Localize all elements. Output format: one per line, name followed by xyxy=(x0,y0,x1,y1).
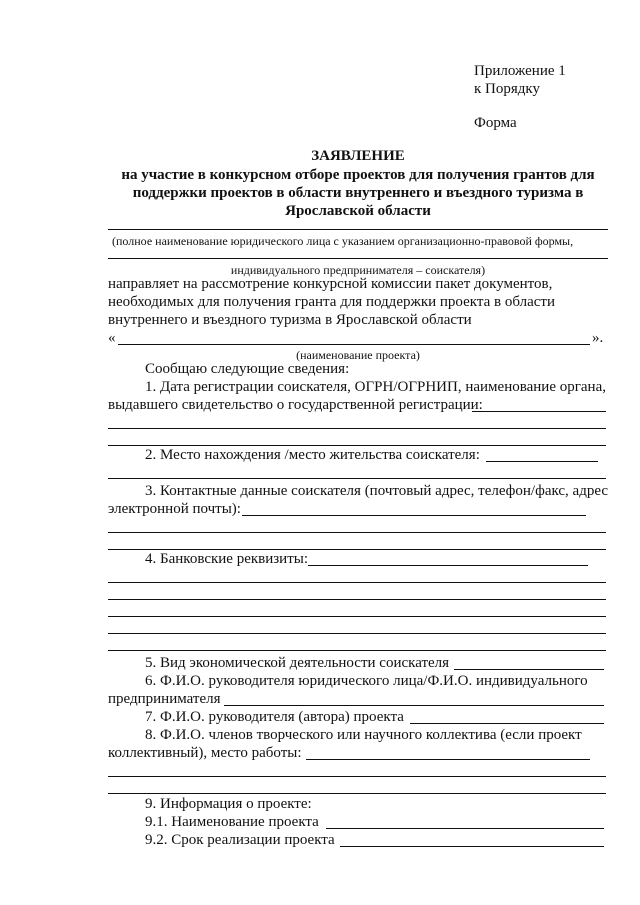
applicant-caption-1: (полное наименование юридического лица с указанием организационно-правовой формы, xyxy=(112,234,574,248)
item-1-line-2: выдавшего свидетельство о государственной регистрации: xyxy=(108,397,483,413)
item-8-field-line-3[interactable] xyxy=(108,793,606,794)
project-caption: (наименование проекта) xyxy=(296,348,420,362)
item-4-field-line-4[interactable] xyxy=(108,616,606,617)
item-8-line-2: коллективный), место работы: xyxy=(108,745,302,761)
item-3-field-inline[interactable] xyxy=(242,515,586,516)
form-label: Форма xyxy=(474,115,517,131)
document-title: ЗАЯВЛЕНИЕ xyxy=(311,148,405,164)
item-3-line-2: электронной почты): xyxy=(108,501,241,517)
item-2-field-line-2[interactable] xyxy=(108,478,606,479)
item-3-field-line-2[interactable] xyxy=(108,532,606,533)
item-6-line-1: 6. Ф.И.О. руководителя юридического лица/Ф.И.О. индивидуального xyxy=(145,673,588,689)
item-2-label: 2. Место нахождения /место жительства соискателя: xyxy=(145,447,480,463)
title-line-2: поддержки проектов в области внутреннего и въездного туризма в xyxy=(132,185,584,201)
para-line-3: внутреннего и въездного туризма в Ярославской области xyxy=(108,312,472,328)
item-8-field-inline[interactable] xyxy=(306,759,590,760)
item-9-2-label: 9.2. Срок реализации проекта xyxy=(145,832,335,848)
para-line-2: необходимых для получения гранта для поддержки проекта в области xyxy=(108,294,555,310)
item-9-1-field[interactable] xyxy=(326,828,604,829)
title-line-3: Ярославской области xyxy=(285,203,431,219)
order-reference: к Порядку xyxy=(474,81,540,97)
item-4-field-line-3[interactable] xyxy=(108,599,606,600)
item-7-field[interactable] xyxy=(410,723,604,724)
item-4-label: 4. Банковские реквизиты: xyxy=(145,551,309,567)
item-1-line-1: 1. Дата регистрации соискателя, ОГРН/ОГРНИП, наименование органа, xyxy=(145,379,606,395)
quote-open: « xyxy=(108,330,116,346)
item-4-field-line-6[interactable] xyxy=(108,650,606,651)
item-3-line-1: 3. Контактные данные соискателя (почтовый адрес, телефон/факс, адрес xyxy=(145,483,609,499)
item-2-field-inline[interactable] xyxy=(486,461,598,462)
applicant-name-line-2[interactable] xyxy=(108,258,608,259)
item-9-label: 9. Информация о проекте: xyxy=(145,796,312,812)
item-9-1-label: 9.1. Наименование проекта xyxy=(145,814,319,830)
item-6-line-2: предпринимателя xyxy=(108,691,221,707)
info-intro: Сообщаю следующие сведения: xyxy=(145,361,350,377)
item-9-2-field[interactable] xyxy=(340,846,604,847)
appendix-label: Приложение 1 xyxy=(474,63,566,79)
item-8-field-line-2[interactable] xyxy=(108,776,606,777)
applicant-caption-2: индивидуального предпринимателя – соискателя) xyxy=(230,263,486,277)
title-line-1: на участие в конкурсном отборе проектов для получения грантов для xyxy=(121,167,595,183)
item-4-field-inline[interactable] xyxy=(308,565,588,566)
item-1-field-inline[interactable] xyxy=(472,411,606,412)
applicant-name-line-1[interactable] xyxy=(108,229,608,230)
item-4-field-line-2[interactable] xyxy=(108,582,606,583)
item-6-field[interactable] xyxy=(224,705,604,706)
item-7-label: 7. Ф.И.О. руководителя (автора) проекта xyxy=(145,709,404,725)
para-line-1: направляет на рассмотрение конкурсной комиссии пакет документов, xyxy=(108,276,553,292)
item-5-field[interactable] xyxy=(454,669,604,670)
project-name-line[interactable] xyxy=(118,344,590,345)
quote-close: ». xyxy=(592,330,604,346)
item-4-field-line-5[interactable] xyxy=(108,633,606,634)
item-8-line-1: 8. Ф.И.О. членов творческого или научного коллектива (если проект xyxy=(145,727,582,743)
item-5-label: 5. Вид экономической деятельности соискателя xyxy=(145,655,450,671)
item-1-field-line-2[interactable] xyxy=(108,428,606,429)
